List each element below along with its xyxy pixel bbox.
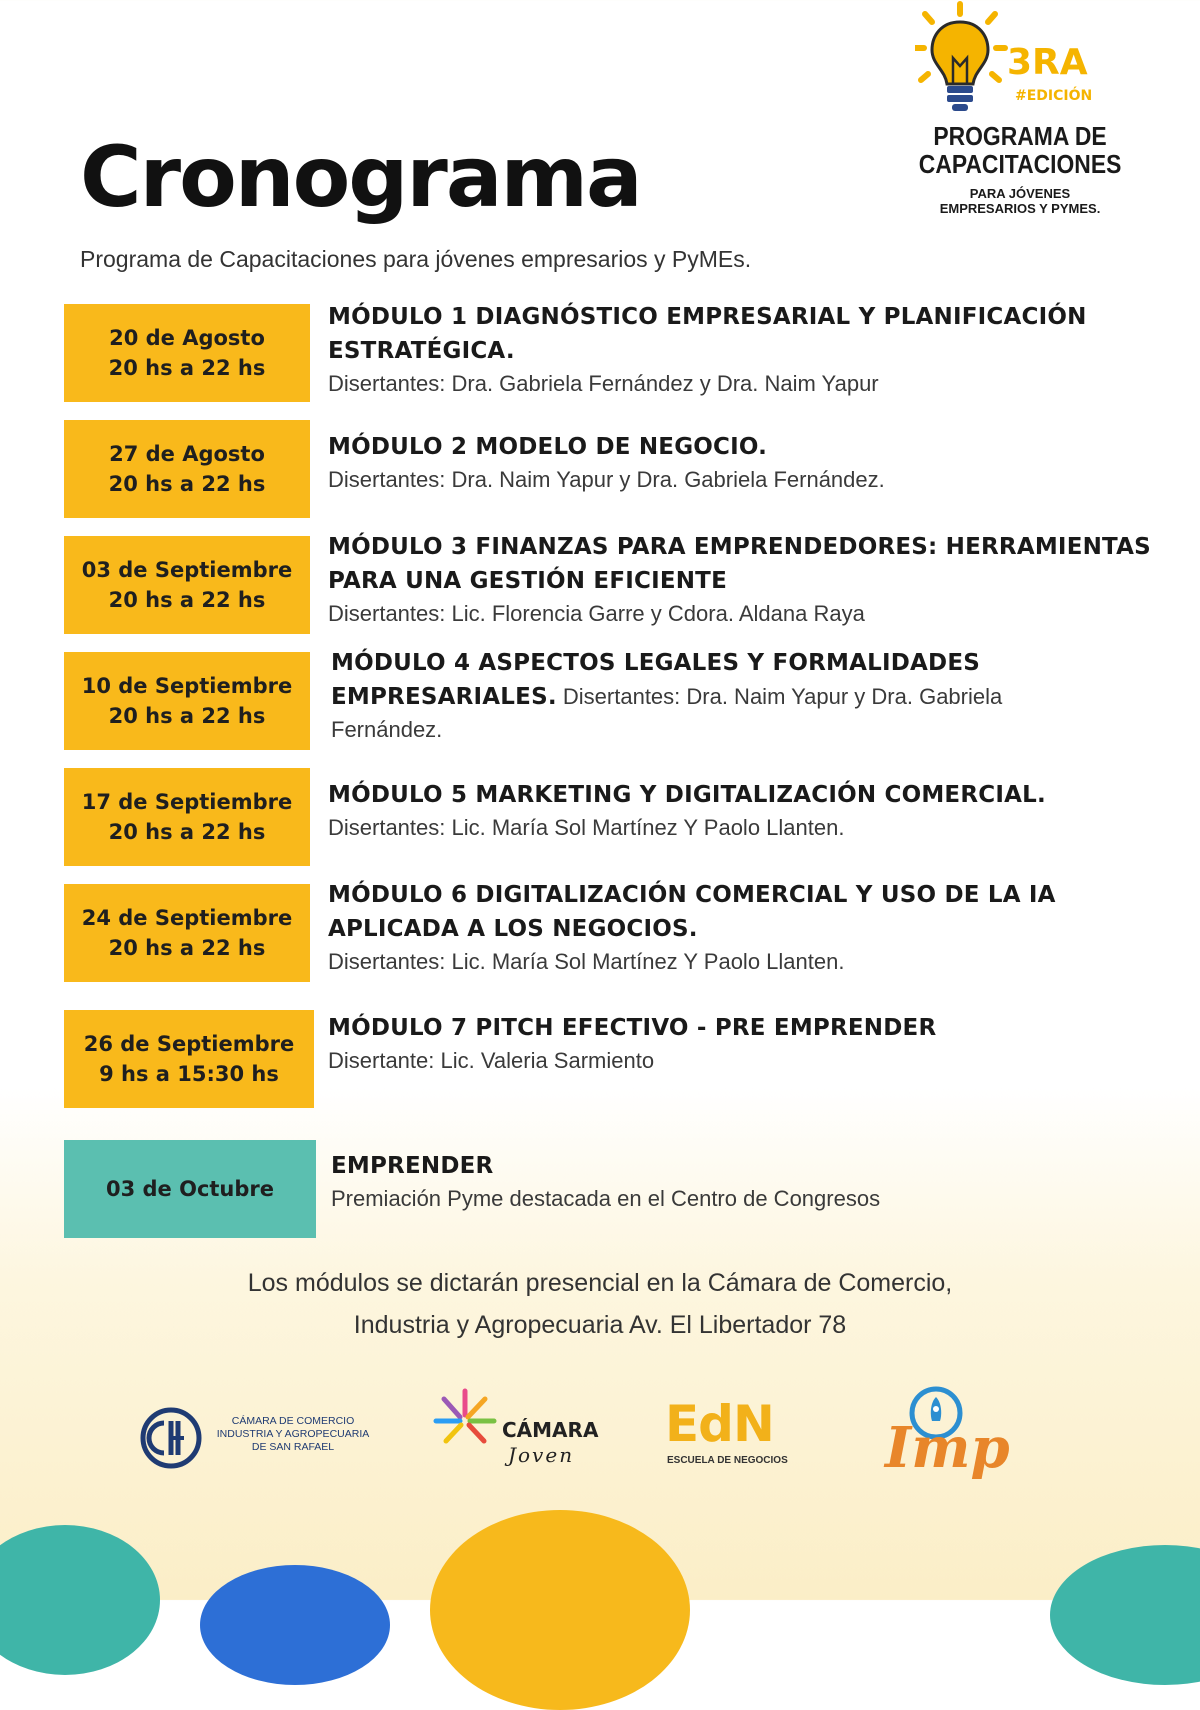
date-box: [64, 652, 310, 750]
session-time: 20 hs a 22 hs: [108, 588, 266, 612]
decorative-blob-teal-right: [1050, 1545, 1200, 1685]
decorative-blob-teal: [0, 1525, 160, 1675]
imp-name: Imp: [885, 1415, 1010, 1481]
module-speakers: Disertantes: Lic. María Sol Martínez Y Paolo Llanten.: [328, 815, 845, 840]
date-box: [64, 536, 310, 634]
edn-logo: [665, 1395, 825, 1485]
session-time: 20 hs a 22 hs: [108, 820, 266, 844]
session-date: 17 de Septiembre: [81, 790, 293, 814]
decorative-blob-yellow: [430, 1510, 690, 1710]
session-time: 20 hs a 22 hs: [108, 472, 266, 496]
session-date: 03 de Septiembre: [81, 558, 293, 582]
session-time: 20 hs a 22 hs: [108, 704, 266, 728]
date-box: [64, 884, 310, 982]
module-title: MÓDULO 5 MARKETING Y DIGITALIZACIÓN COMERCIAL.: [328, 782, 1046, 808]
module-title: MÓDULO 3 FINANZAS PARA EMPRENDEDORES: HERRAMIENTAS PARA UNA GESTIÓN EFICIENTE: [328, 534, 1151, 594]
module-title: MÓDULO 2 MODELO DE NEGOCIO.: [328, 434, 768, 460]
camara-name: CÁMARA DE COMERCIO INDUSTRIA Y AGROPECUARIA DE SAN RAFAEL: [216, 1415, 370, 1453]
edition-tag: #EDICIÓN: [1015, 88, 1093, 104]
session-time: 20 hs a 22 hs: [108, 936, 266, 960]
session-date: 24 de Septiembre: [81, 906, 293, 930]
imp-logo: [880, 1385, 1010, 1495]
camara-joven-sub: Joven: [508, 1443, 575, 1467]
program-name: PROGRAMA DE CAPACITACIONES: [918, 121, 1122, 179]
page-title: Cronograma: [80, 128, 641, 226]
venue-note: Los módulos se dictarán presencial en la Cámara de Comercio, Industria y Agropecuaria Av. El Libertador 78: [247, 1269, 953, 1339]
session-time: 9 hs a 15:30 hs: [99, 1062, 279, 1086]
module-speakers: Disertantes: Lic. Florencia Garre y Cdora. Aldana Raya: [328, 601, 865, 626]
date-box: [64, 1010, 314, 1108]
module-title: EMPRENDER: [331, 1153, 494, 1179]
date-box: [64, 304, 310, 402]
session-date: 20 de Agosto: [109, 326, 265, 350]
lightbulb-icon: [915, 0, 1010, 115]
module-title: MÓDULO 6 DIGITALIZACIÓN COMERCIAL Y USO DE LA IA APLICADA A LOS NEGOCIOS.: [328, 882, 1056, 942]
camara-comercio-logo: [140, 1407, 390, 1477]
module-title-cont: EMPRESARIALES.: [331, 684, 557, 710]
decorative-blob-blue: [200, 1565, 390, 1685]
module-speakers: Disertantes: Dra. Naim Yapur y Dra. Gabriela: [556, 684, 1003, 709]
edn-name: EdN: [665, 1395, 774, 1453]
module-title: MÓDULO 1 DIAGNÓSTICO EMPRESARIAL Y PLANIFICACIÓN ESTRATÉGICA.: [328, 304, 1087, 364]
date-box: [64, 768, 310, 866]
sponsor-logos: [0, 1385, 1200, 1495]
module-speakers: Disertantes: Lic. María Sol Martínez Y Paolo Llanten.: [328, 949, 845, 974]
session-date: 27 de Agosto: [109, 442, 265, 466]
session-date: 26 de Septiembre: [83, 1032, 295, 1056]
page-subtitle: Programa de Capacitaciones para jóvenes empresarios y PyMEs.: [80, 246, 752, 272]
session-time: 20 hs a 22 hs: [108, 356, 266, 380]
module-speakers: Disertantes: Dra. Gabriela Fernández y Dra. Naim Yapur: [328, 371, 879, 396]
edition-badge: [905, 0, 1155, 230]
session-date: 10 de Septiembre: [81, 674, 293, 698]
module-title: MÓDULO 4 ASPECTOS LEGALES Y FORMALIDADES: [331, 650, 981, 676]
session-date: 03 de Octubre: [105, 1177, 275, 1201]
camara-emblem-icon: [140, 1407, 202, 1469]
edition-number: 3RA: [1007, 42, 1088, 83]
program-audience: PARA JÓVENES EMPRESARIOS Y PYMES.: [939, 186, 1101, 216]
module-title: MÓDULO 7 PITCH EFECTIVO - PRE EMPRENDER: [328, 1015, 937, 1041]
starburst-icon: [430, 1385, 500, 1455]
camara-joven-logo: [430, 1385, 600, 1485]
date-box: [64, 420, 310, 518]
camara-joven-title: CÁMARA: [502, 1418, 599, 1442]
module-speakers: Disertantes: Dra. Naim Yapur y Dra. Gabriela Fernández.: [328, 467, 885, 492]
module-speakers: Premiación Pyme destacada en el Centro de Congresos: [331, 1186, 881, 1211]
edn-subtitle: ESCUELA DE NEGOCIOS: [667, 1455, 788, 1466]
module-speakers: Disertante: Lic. Valeria Sarmiento: [328, 1048, 655, 1073]
module-speakers-cont: Fernández.: [331, 717, 443, 742]
date-box: [64, 1140, 316, 1238]
